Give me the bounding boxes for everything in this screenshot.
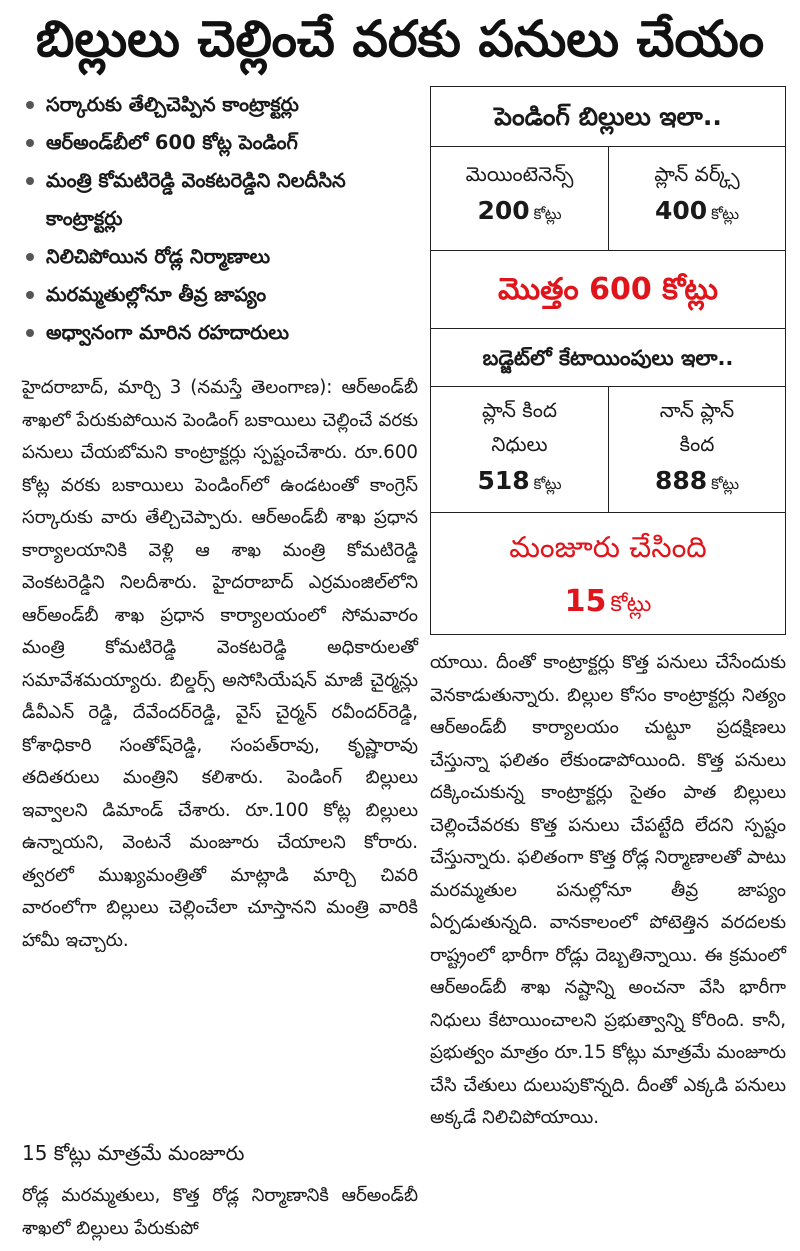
pending-breakdown bbox=[431, 147, 785, 251]
nonplan-label-line1: నాన్ ప్లాన్ bbox=[659, 398, 735, 422]
list-item bbox=[22, 238, 412, 276]
approved-unit: కోట్లు bbox=[610, 592, 652, 617]
unit-label: కోట్లు bbox=[711, 205, 740, 223]
pending-bills-title: పెండింగ్ బిల్లులు ఇలా.. bbox=[431, 87, 785, 147]
list-item bbox=[22, 124, 412, 162]
bullet-text: ఆర్అండ్‌బీలో 600 కోట్ల పెండింగ్ bbox=[46, 131, 298, 154]
nonplan-label-line2: కింద bbox=[679, 432, 715, 456]
list-item bbox=[22, 314, 412, 352]
bullet-text: అధ్వానంగా మారిన రహదారులు bbox=[46, 321, 289, 344]
approved-amount-section bbox=[431, 513, 785, 635]
bullet-icon bbox=[26, 101, 34, 109]
bullet-icon bbox=[26, 253, 34, 261]
nonplan-amount: 888 bbox=[654, 466, 708, 495]
bullet-text: సర్కారుకు తేల్చిచెప్పిన కాంట్రాక్టర్లు bbox=[46, 93, 299, 116]
bullet-text: నిలిచిపోయిన రోడ్ల నిర్మాణాలు bbox=[46, 245, 271, 268]
bullet-icon bbox=[26, 177, 34, 185]
plan-funds-cell bbox=[431, 387, 608, 512]
maintenance-amount: 200 bbox=[477, 196, 530, 225]
total-label: మొత్తం bbox=[498, 272, 579, 307]
plan-works-amount-line bbox=[609, 191, 785, 234]
unit-label: కోట్లు bbox=[711, 475, 740, 493]
article-column-left-bottom bbox=[22, 1180, 418, 1245]
plan-funds-amount-line bbox=[431, 461, 608, 504]
list-item bbox=[22, 162, 412, 238]
plan-works-cell bbox=[608, 147, 785, 250]
pending-bills-infobox bbox=[430, 86, 786, 635]
nonplan-cell bbox=[608, 387, 785, 512]
plan-funds-label-line1: ప్లాన్ కింద bbox=[482, 398, 557, 422]
plan-works-amount: 400 bbox=[654, 196, 708, 225]
plan-works-label: ప్లాన్ వర్క్స్ bbox=[654, 162, 740, 186]
total-amount: 600 bbox=[589, 272, 652, 307]
maintenance-label: మెయింటెనెన్స్ bbox=[465, 162, 574, 186]
headline: బిల్లులు చెల్లించే వరకు పనులు చేయం bbox=[35, 10, 765, 68]
plan-funds-label-line2: నిధులు bbox=[491, 432, 548, 456]
bullet-text: మంత్రి కోమటిరెడ్డి వెంకటరెడ్డిని నిలదీసిన కాంట్రాక్టర్లు bbox=[46, 169, 346, 230]
unit-label: కోట్లు bbox=[533, 475, 562, 493]
article-column-left bbox=[22, 372, 418, 957]
bullet-icon bbox=[26, 139, 34, 147]
article-paragraph: యాయి. దీంతో కాంట్రాక్టర్లు కొత్త పనులు చేసేందుకు వెనకాడుతున్నారు. బిల్లుల కోసం కాంట్రాక్టర్లు నిత్యం ఆర్అండ్‌బీ కార్యాలయం చుట్టూ ప్రదక్షిణలు చేస్తున్నా ఫలితం లేకుండాపోయింది. కొత్త పనులు దక్కించుకున్న కాంట్రాక్టర్లు సైతం పాత బిల్లులు చెల్లించేవరకు కొత్త పనులు చేపట్టేది లేదని స్పష్టం చేస్తున్నారు. ఫలితంగా కొత్త రోడ్ల నిర్మాణాలతో పాటు మరమ్మతుల పనుల్లోనూ తీవ్ర జాప్యం ఏర్పడుతున్నది. వానకాలంలో పోటెత్తిన వరదలకు రాష్ట్రంలో భారీగా రోడ్లు దెబ్బతిన్నాయి. ఈ క్రమంలో ఆర్అండ్‌బీ శాఖ నష్టాన్ని అంచనా వేసి భారీగా నిధులు కేటాయించాలని ప్రభుత్వాన్ని కోరింది. కానీ, ప్రభుత్వం మాత్రం రూ.15 కోట్లు మాత్రమే మంజూరు చేసి చేతులు దులుపుకొన్నది. దీంతో ఎక్కడి పనులు అక్కడే నిలిచిపోయాయి. bbox=[430, 652, 786, 1128]
bullet-text: మరమ్మతుల్లోనూ తీవ్ర జాప్యం bbox=[46, 283, 267, 306]
approved-label: మంజూరు చేసింది bbox=[509, 530, 707, 564]
list-item bbox=[22, 86, 412, 124]
list-item bbox=[22, 276, 412, 314]
article-subheading: 15 కోట్లు మాత్రమే మంజూరు bbox=[22, 1141, 245, 1165]
bullet-icon bbox=[26, 291, 34, 299]
maintenance-cell bbox=[431, 147, 608, 250]
article-column-right bbox=[430, 647, 786, 1135]
bullet-icon bbox=[26, 329, 34, 337]
unit-label: కోట్లు bbox=[533, 205, 562, 223]
approved-amount: 15 bbox=[564, 584, 607, 619]
nonplan-amount-line bbox=[609, 461, 785, 504]
highlights-list bbox=[22, 86, 412, 352]
article-paragraph: రోడ్ల మరమ్మతులు, కొత్త రోడ్ల నిర్మాణానికి ఆర్అండ్‌బీ శాఖలో బిల్లులు పేరుకుపో bbox=[22, 1185, 418, 1239]
total-pending bbox=[431, 251, 785, 329]
budget-breakdown bbox=[431, 387, 785, 513]
budget-allocation-title: బడ్జెట్‌లో కేటాయింపులు ఇలా.. bbox=[431, 329, 785, 387]
plan-funds-amount: 518 bbox=[477, 466, 530, 495]
total-unit: కోట్లు bbox=[662, 272, 718, 307]
approved-amount-line bbox=[431, 577, 785, 630]
article-paragraph: హైదరాబాద్, మార్చి 3 (నమస్తే తెలంగాణ): ఆర్అండ్‌బీ శాఖలో పేరుకుపోయిన పెండింగ్ బకాయిలు చెల్లించే వరకు పనులు చేయబోమని కాంట్రాక్టర్లు స్పష్టంచేశారు. రూ.600 కోట్ల వరకు బకాయిలు పెండింగ్‌లో ఉండటంతో కాంగ్రెస్ సర్కారుకు వారు తేల్చిచెప్పారు. ఆర్అండ్‌బీ శాఖ ప్రధాన కార్యాలయానికి వెళ్లి ఆ శాఖ మంత్రి కోమటిరెడ్డి వెంకటరెడ్డిని నిలదీశారు. హైదరాబాద్ ఎర్రమంజిల్‌లోని ఆర్అండ్‌బీ శాఖ ప్రధాన కార్యాలయంలో సోమవారం మంత్రి కోమటిరెడ్డి వెంకటరెడ్డి అధికారులతో సమావేశమయ్యారు. బిల్డర్స్ అసోసియేషన్ మాజీ చైర్మన్లు డీవీఎన్ రెడ్డి, దేవేందర్‌రెడ్డి, వైస్ చైర్మన్ రవీందర్‌రెడ్డి, కోశాధికారి సంతోష్‌రెడ్డి, సంపత్‌రావు, కృష్ణారావు తదితరులు మంత్రిని కలిశారు. పెండింగ్ బిల్లులు ఇవ్వాలని డిమాండ్ చేశారు. రూ.100 కోట్ల బిల్లులు ఉన్నాయని, వెంటనే మంజూరు చేయాలని కోరారు. త్వరలో ముఖ్యమంత్రితో మాట్లాడి మార్చి చివరి వారంలోగా బిల్లులు చెల్లించేలా చూస్తానని మంత్రి వారికి హామీ ఇచ్చారు. bbox=[22, 377, 418, 951]
maintenance-amount-line bbox=[431, 191, 608, 234]
